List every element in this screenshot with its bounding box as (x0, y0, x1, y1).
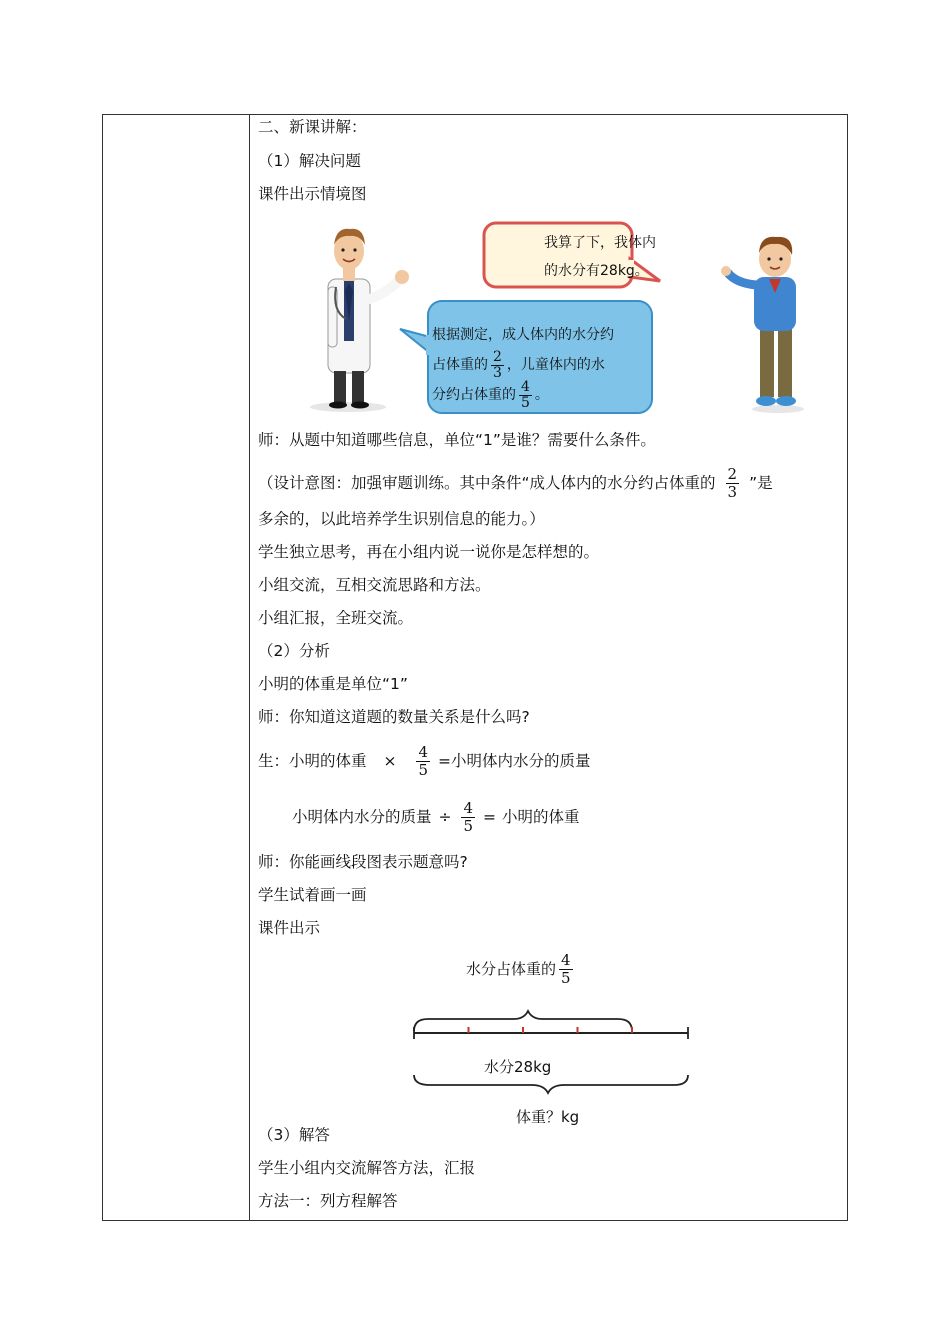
unit-one-text: 小明的体重是单位“1” (258, 675, 408, 693)
fraction-numerator: 4 (418, 743, 428, 761)
student-think: 学生独立思考，再在小组内说一说你是怎样想的。 (258, 543, 600, 561)
boy-bubble-line-1: 我算了下，我体内 (544, 235, 656, 251)
method-one: 方法一：列方程解答 (258, 1192, 398, 1210)
show-scene-text: 课件出示情境图 (258, 185, 367, 203)
doctor-bubble-line-3 (432, 377, 549, 413)
fraction-denominator: 5 (521, 394, 530, 411)
equation-2-right: 小明的体重 (502, 808, 580, 826)
equation-2 (292, 795, 580, 839)
fraction-two-thirds (726, 466, 740, 501)
equation-1 (258, 739, 591, 783)
fraction-denominator: 3 (493, 364, 502, 381)
diagram-top-label-text: 水分占体重的 (466, 960, 557, 978)
fraction-numerator: 2 (727, 465, 738, 483)
doctor-bubble-line-2-post: ，儿童体内的水 (506, 357, 605, 373)
section-3-title: （3）解答 (258, 1126, 330, 1144)
column-divider (249, 115, 250, 1220)
group-solve: 学生小组内交流解答方法，汇报 (258, 1159, 476, 1177)
fraction-numerator: 4 (561, 951, 571, 969)
diagram-mid-label: 水分28kg (484, 1058, 552, 1076)
student-draw: 学生试着画一画 (258, 886, 367, 904)
design-note-pre: （设计意图：加强审题训练。其中条件“成人体内的水分约占体重的 (258, 474, 716, 492)
teacher-question-2: 师：你知道这道题的数量关系是什么吗? (258, 708, 530, 726)
section-1-title: （1）解决问题 (258, 152, 361, 170)
doctor-bubble-line-3-pre: 分约占体重的 (432, 387, 516, 403)
fraction-numerator: 4 (521, 378, 530, 395)
fraction-four-fifths (461, 800, 475, 835)
segment-lines (408, 947, 698, 1117)
lesson-table (102, 114, 848, 1221)
doctor-bubble-line-1: 根据测定，成人体内的水分约 (432, 327, 614, 343)
equals-sign: = (483, 808, 496, 826)
fraction-four-fifths (519, 380, 532, 411)
bottom-brace (414, 1075, 688, 1093)
segment-diagram (408, 947, 698, 1126)
group-report: 小组汇报，全班交流。 (258, 609, 414, 627)
design-note-post: ”是 (749, 474, 773, 492)
multiply-sign: × (383, 752, 397, 770)
equation-2-left: 小明体内水分的质量 (292, 808, 432, 826)
teacher-question-3: 师：你能画线段图表示题意吗? (258, 853, 468, 871)
fraction-denominator: 5 (561, 969, 571, 987)
fraction-two-thirds (491, 350, 504, 381)
divide-sign: ÷ (438, 808, 452, 826)
equation-1-right: =小明体内水分的质量 (438, 752, 591, 770)
fraction-four-fifths (416, 744, 430, 779)
fraction-denominator: 5 (463, 817, 473, 835)
design-note-line-1 (258, 463, 773, 503)
doctor-bubble-line-3-post: 。 (534, 387, 549, 403)
boy-figure (721, 237, 804, 413)
equation-1-left: 生：小明的体重 (258, 752, 367, 770)
design-note-line-2: 多余的，以此培养学生识别信息的能力。） (258, 510, 545, 528)
teacher-question-1: 师：从题中知道哪些信息，单位“1”是谁？需要什么条件。 (258, 431, 656, 449)
doctor-figure (310, 229, 409, 412)
group-exchange: 小组交流，互相交流思路和方法。 (258, 576, 491, 594)
fraction-numerator: 2 (493, 348, 502, 365)
boy-bubble-line-2: 的水分有28kg。 (544, 263, 649, 279)
fraction-denominator: 5 (418, 761, 428, 779)
fraction-numerator: 4 (463, 799, 473, 817)
fraction-denominator: 3 (727, 483, 738, 501)
diagram-bottom-label: 体重？kg (516, 1108, 580, 1126)
heading: 二、新课讲解： (258, 118, 367, 136)
courseware-show: 课件出示 (258, 919, 321, 937)
doctor-bubble-line-2-pre: 占体重的 (432, 357, 488, 373)
section-2-title: （2）分析 (258, 642, 330, 660)
